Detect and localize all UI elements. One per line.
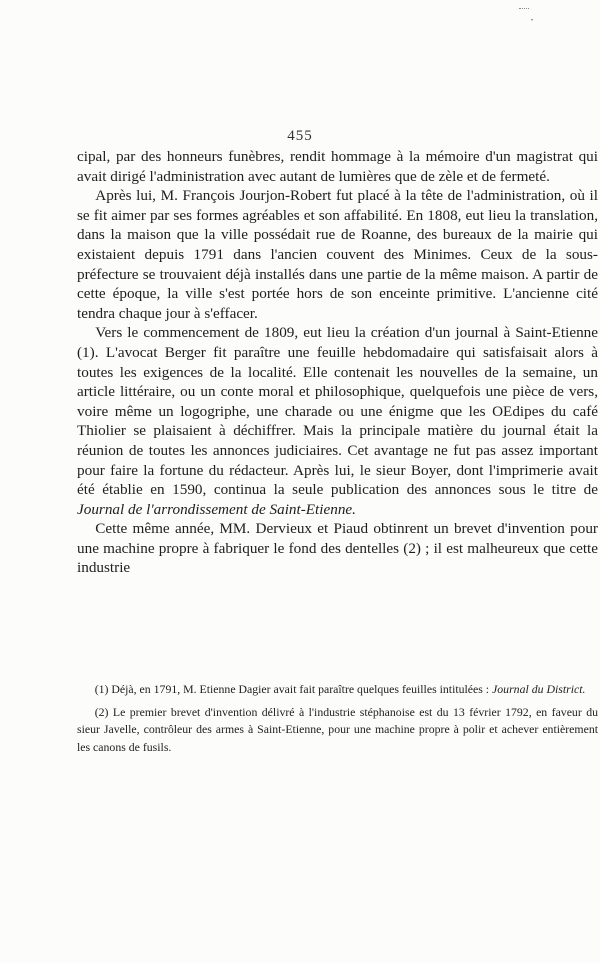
paragraph-journal xyxy=(77,323,598,519)
scan-mark-dots xyxy=(519,8,529,9)
paragraph-continuation: cipal, par des honneurs funèbres, rendit hommage à la mémoire d'un magistrat qui avait dirigé l'administration avec autant de lumières que de zèle et de fermeté. xyxy=(77,148,598,185)
paragraph-journal-text: Vers le commencement de 1809, eut lieu la création d'un journal à Saint-Etienne (1). L'avocat Berger fit paraître une feuille hebdomadaire qui satisfaisait alors à toutes les exigences de la localité. Elle contenait les nouvelles de la semaine, un article littéraire, ou un conte moral et philosophique, quelquefois une pièce de vers, voire même un logogriphe, une charade ou une énigme que les OEdipes du café Thiolier se plaisaient à déchiffrer. Mais la principale matière du journal était la réunion de toutes les annonces judiciaires. Cet avantage ne fut pas assez important pour faire la fortune du rédacteur. Après lui, le sieur Boyer, dont l'imprimerie avait été établie en 1590, continua la seule publication des annonces sous le titre de xyxy=(77,324,598,499)
paragraph-dentelles: Cette même année, MM. Dervieux et Piaud obtinrent un brevet d'invention pour une machine propre à fabriquer le fond des dentelles (2) ; il est malheureux que cette industrie xyxy=(77,520,598,577)
footnote-2: (2) Le premier brevet d'invention délivré à l'industrie stéphanoise est du 13 février 1792, en faveur du sieur Javelle, contrôleur des armes à Saint-Etienne, pour une machine propre à polir et achever entièrement les canons de fusils. xyxy=(77,704,598,755)
footnote-1-text: (1) Déjà, en 1791, M. Etienne Dagier avait fait paraître quelques feuilles intitulées : xyxy=(94,682,490,696)
page-number: 455 xyxy=(287,128,313,144)
scan-mark-dot: • xyxy=(531,18,534,24)
footnotes xyxy=(77,681,598,762)
paragraph-jourjon-robert: Après lui, M. François Jourjon-Robert fut placé à la tête de l'administration, où il se fit aimer par ses formes agréables et son affabilité. En 1808, eut lieu la translation, dans la maison que la ville possédait rue de Roanne, des bureaux de la mairie qui existaient depuis 1791 dans l'ancien couvent des Minimes. Ceux de la sous-préfecture se trouvaient déjà installés dans une partie de la même maison. A partir de cette époque, la ville s'est portée hors de son enceinte primitive. L'ancienne cité tendra chaque jour à s'effacer. xyxy=(77,187,598,322)
footnote-1 xyxy=(77,681,598,699)
journal-title: Journal de l'arrondissement de Saint-Etienne. xyxy=(77,500,356,518)
body-text xyxy=(77,147,598,578)
footnote-1-title: Journal du District. xyxy=(492,682,586,696)
